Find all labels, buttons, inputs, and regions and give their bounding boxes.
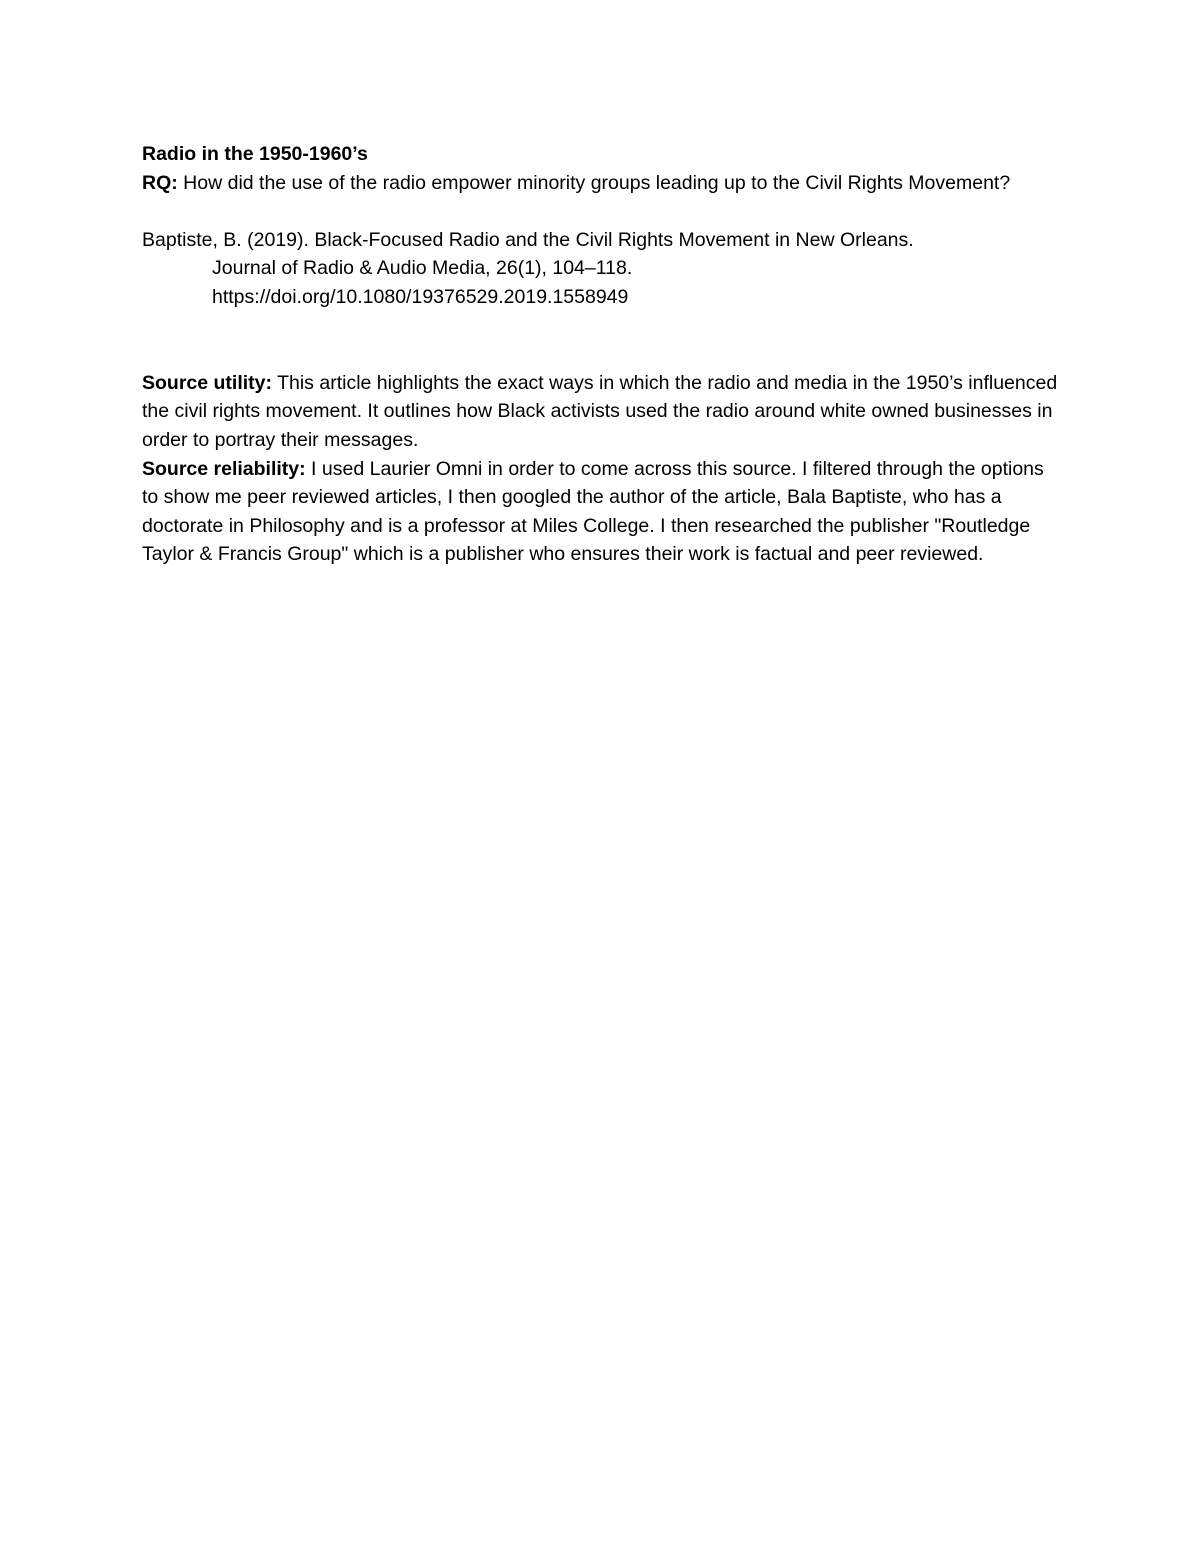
source-reliability-label: Source reliability: (142, 457, 306, 480)
spacer (142, 197, 1062, 226)
page-title: Radio in the 1950-1960’s (142, 143, 368, 165)
rq-label: RQ: (142, 171, 178, 194)
source-reliability-text: I used Laurier Omni in order to come across this source. I filtered through the options to show me peer reviewed articles, I then googled the author of the article, Bala Baptiste, who has a doctorate in Philosophy and is a professor at Miles College. I then researched the publisher "Routledge Taylor & Francis Group" which is a publisher who ensures their work is factual and peer reviewed. (142, 457, 1044, 566)
citation-line-2: Journal of Radio & Audio Media, 26(1), 104–118. (212, 257, 633, 280)
document-body (142, 140, 1062, 569)
source-utility-text: This article highlights the exact ways in which the radio and media in the 1950’s influenced the civil rights movement. It outlines how Black activists used the radio around white owned businesses in order to portray their messages. (142, 371, 1058, 451)
citation (142, 226, 1062, 312)
source-utility (142, 369, 1062, 455)
rq-text: How did the use of the radio empower minority groups leading up to the Civil Rights Movement? (177, 171, 1011, 194)
source-reliability (142, 455, 1062, 569)
research-question (142, 169, 1062, 198)
citation-line-1: Baptiste, B. (2019). Black-Focused Radio and the Civil Rights Movement in New Orleans. (142, 228, 914, 251)
citation-doi: https://doi.org/10.1080/19376529.2019.1558949 (212, 285, 629, 308)
source-utility-label: Source utility: (142, 371, 273, 394)
spacer (142, 312, 1062, 369)
